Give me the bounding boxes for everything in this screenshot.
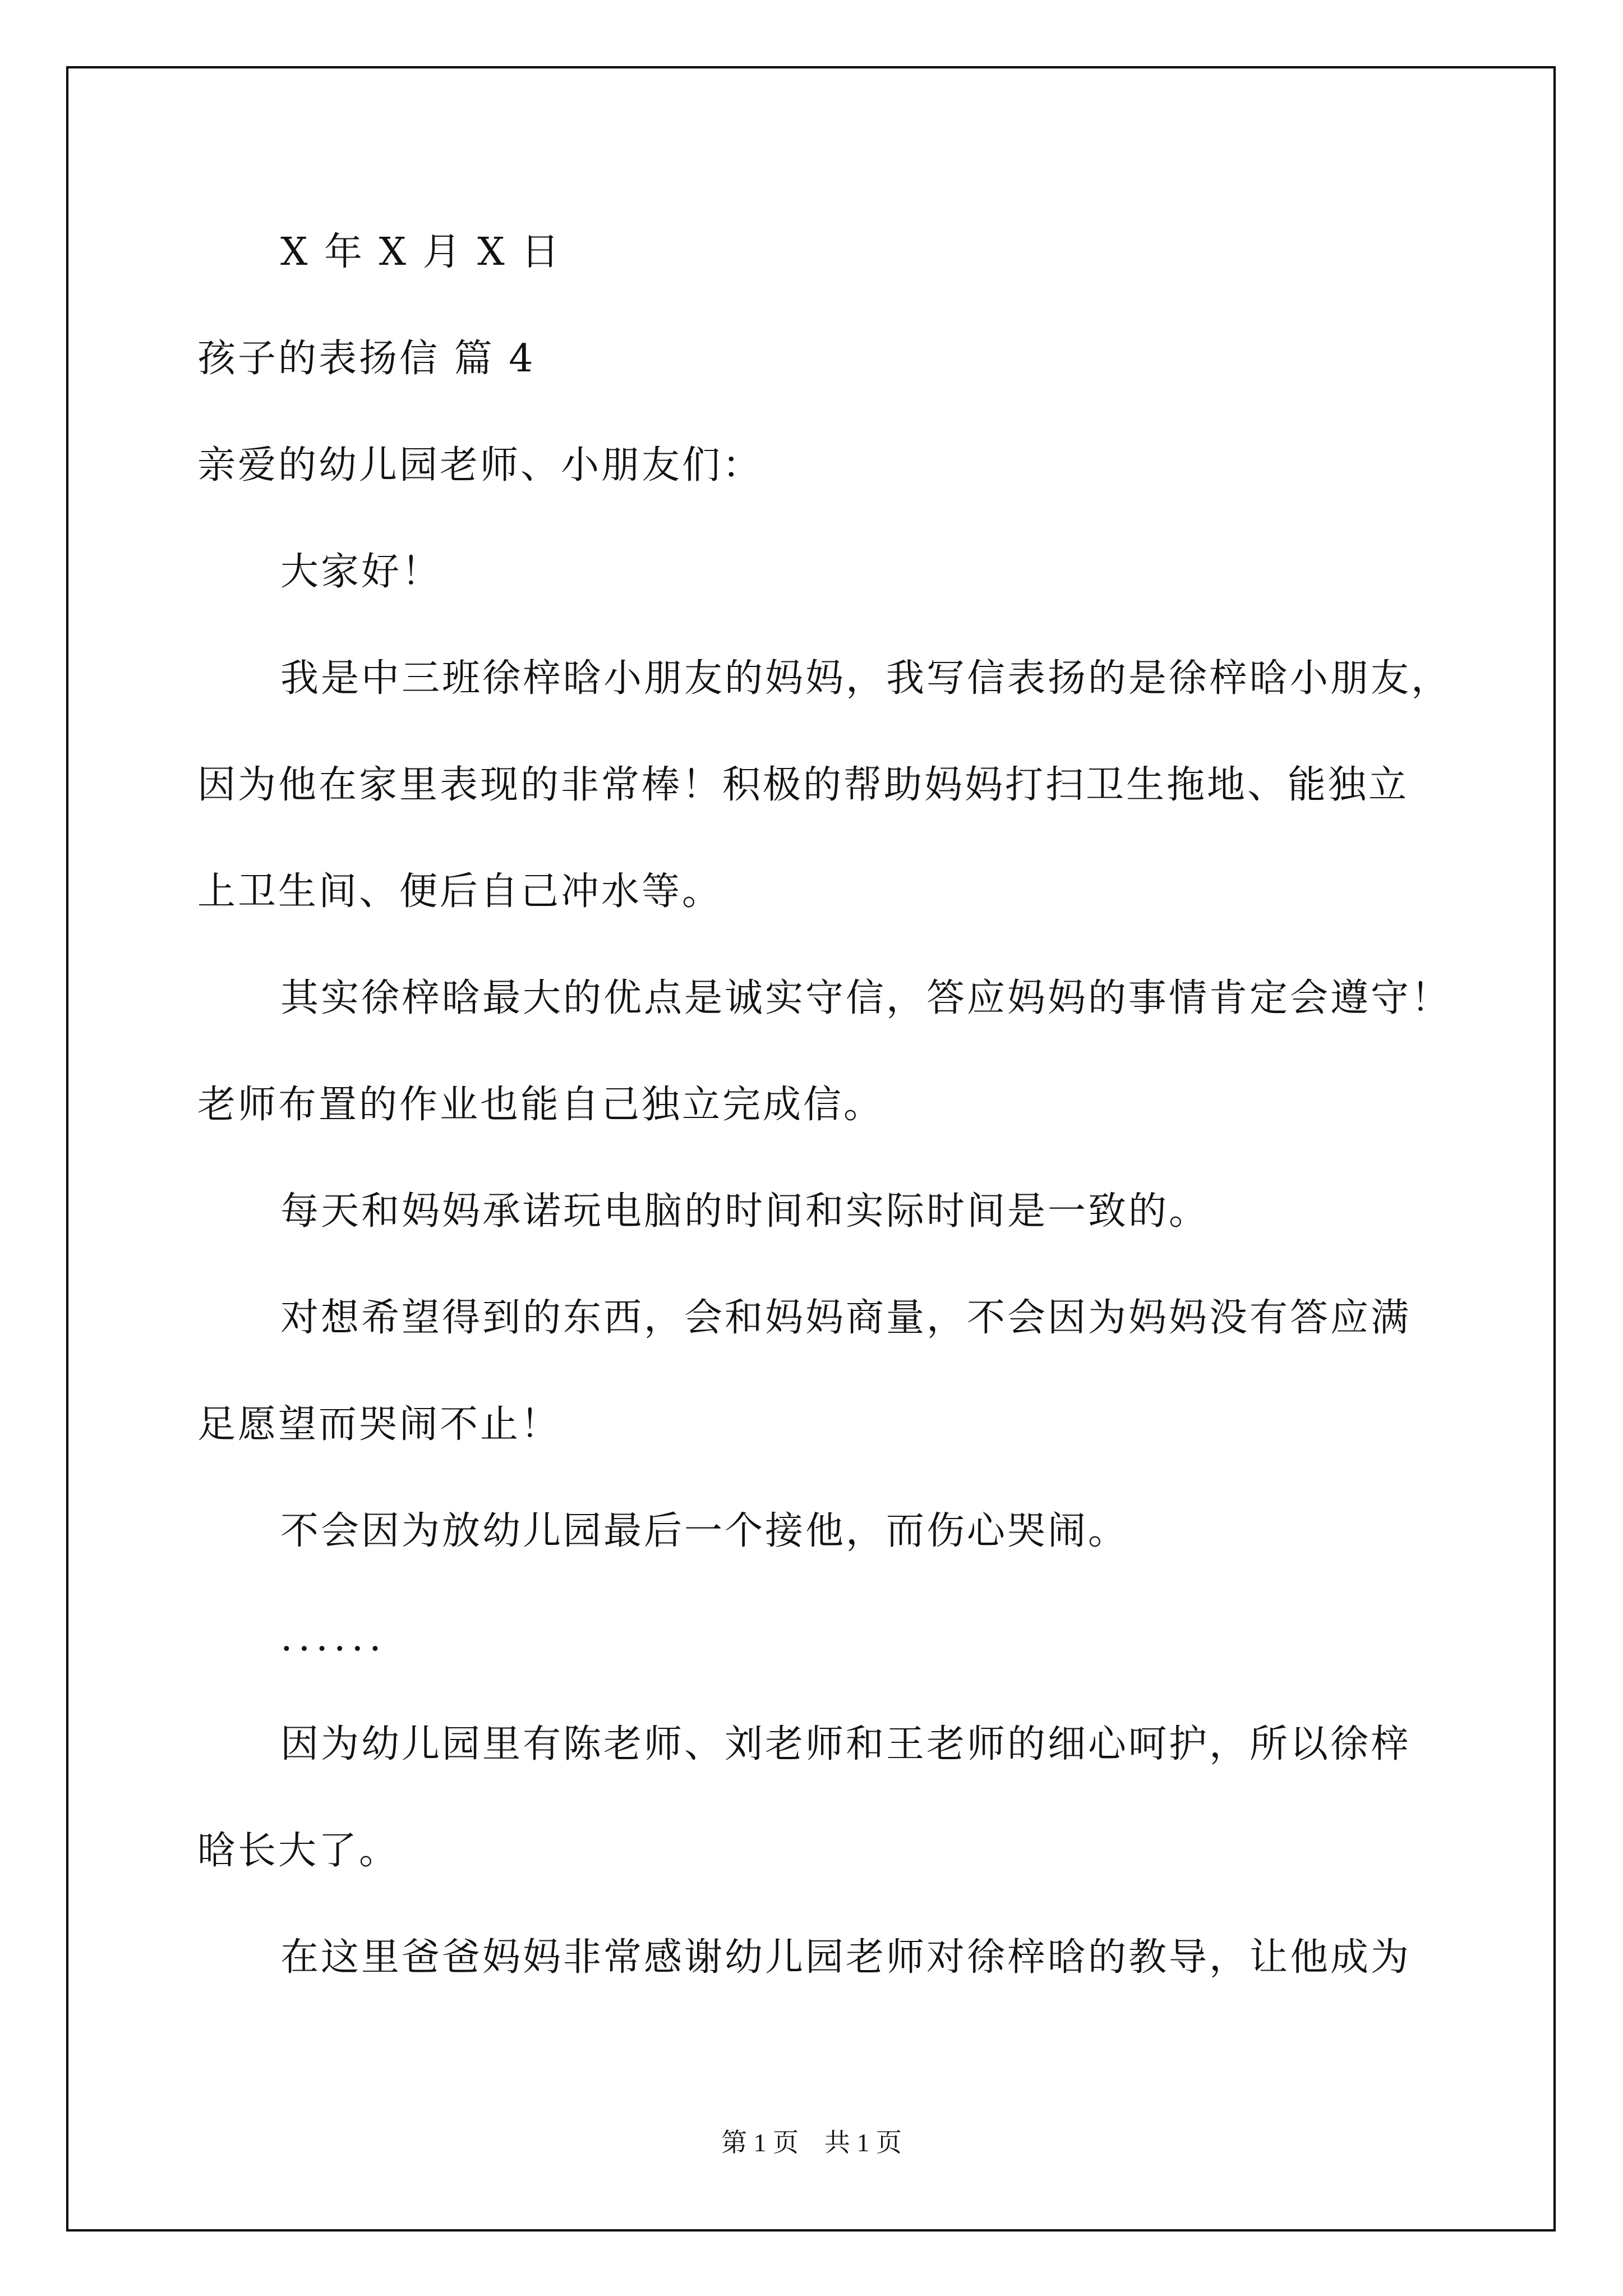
paragraph-1-line-2: 因为他在家里表现的非常棒！积极的帮助妈妈打扫卫生拖地、能独立: [197, 763, 1409, 807]
date-line: X 年 X 月 X 日: [280, 230, 562, 274]
section-title: 孩子的表扬信 篇 4: [197, 337, 536, 381]
salutation: 亲爱的幼儿园老师、小朋友们：: [197, 443, 763, 487]
ellipsis: ......: [280, 1616, 387, 1660]
paragraph-4-line-1: 对想希望得到的东西，会和妈妈商量，不会因为妈妈没有答应满: [280, 1296, 1412, 1340]
paragraph-6-line-1: 因为幼儿园里有陈老师、刘老师和王老师的细心呵护，所以徐梓: [280, 1722, 1412, 1766]
page-footer: 第 1 页 共 1 页: [721, 2128, 902, 2157]
page-border: [66, 66, 1556, 2231]
paragraph-7-line-1: 在这里爸爸妈妈非常感谢幼儿园老师对徐梓晗的教导，让他成为: [280, 1935, 1412, 1980]
paragraph-5: 不会因为放幼儿园最后一个接他，而伤心哭闹。: [280, 1509, 1129, 1553]
paragraph-1-line-3: 上卫生间、便后自己冲水等。: [197, 869, 723, 914]
paragraph-3: 每天和妈妈承诺玩电脑的时间和实际时间是一致的。: [280, 1189, 1210, 1234]
paragraph-2-line-2: 老师布置的作业也能自己独立完成信。: [197, 1083, 884, 1127]
paragraph-2-line-1: 其实徐梓晗最大的优点是诚实守信，答应妈妈的事情肯定会遵守！: [280, 976, 1452, 1020]
paragraph-1-line-1: 我是中三班徐梓晗小朋友的妈妈，我写信表扬的是徐梓晗小朋友，: [280, 656, 1452, 701]
paragraph-4-line-2: 足愿望而哭闹不止！: [197, 1402, 561, 1447]
paragraph-6-line-2: 晗长大了。: [197, 1829, 400, 1873]
greeting: 大家好！: [280, 550, 442, 594]
